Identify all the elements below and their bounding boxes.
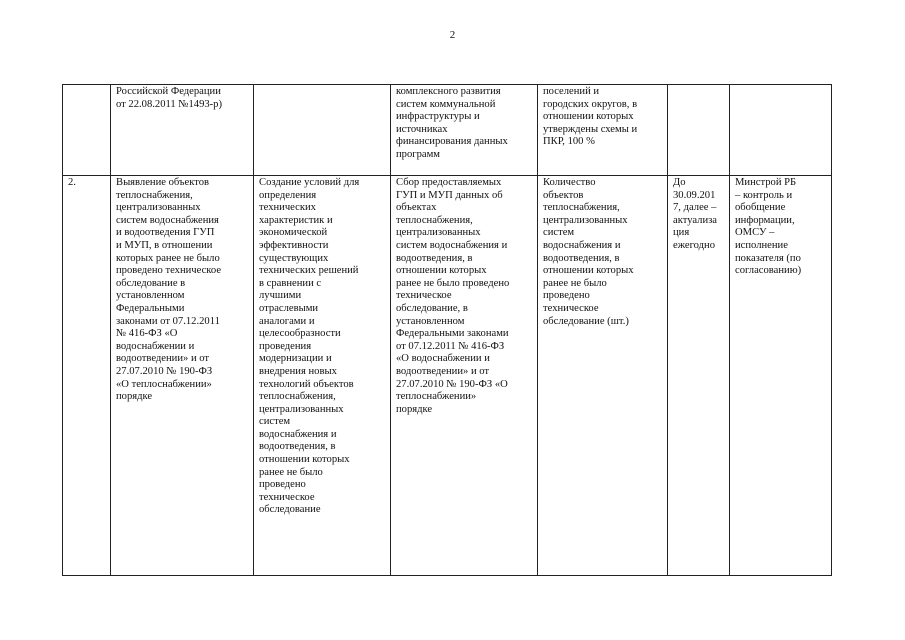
page-number: 2	[449, 29, 456, 41]
indicator-cell: Количество объектов теплоснабжения, централизованных систем водоснабжения и водоотведения, в отношении которых ранее не было проведено техническое обследование (шт.)	[538, 176, 668, 576]
indicator-cell: поселений и городских округов, в отношении которых утверждены схемы и ПКР, 100 %	[538, 85, 668, 176]
deadline-cell	[668, 85, 730, 176]
responsible-cell: Минстрой РБ – контроль и обобщение информации, ОМСУ – исполнение показателя (по согласованию)	[730, 176, 832, 576]
row-number-cell: 2.	[63, 176, 111, 576]
measure-cell: комплексного развития систем коммунальной инфраструктуры и источниках финансирования данных программ	[391, 85, 538, 176]
goal-cell: Создание условий для определения технических характеристик и экономической эффективности существующих технических решений в сравнении с лучшими отраслевыми аналогами и целесообразности проведения модернизации и внедрения новых технологий объектов теплоснабжения, централизованных систем водоснабжения и водоотведения, в отношении которых ранее не было проведено техническое обследование	[254, 176, 391, 576]
table-row	[63, 85, 832, 176]
activity-cell: Российской Федерации от 22.08.2011 №1493-р)	[111, 85, 254, 176]
table-row	[63, 176, 832, 576]
measure-cell: Сбор предоставляемых ГУП и МУП данных об объектах теплоснабжения, централизованных систем водоснабжения и водоотведения, в отношении которых ранее не было проведено техническое обследование, в установленном Федеральными законами от 07.12.2011 № 416-ФЗ «О водоснабжении и водоотведении» и от 27.07.2010 № 190-ФЗ «О теплоснабжении» порядке	[391, 176, 538, 576]
goal-cell	[254, 85, 391, 176]
row-number-cell	[63, 85, 111, 176]
measures-table	[62, 84, 832, 576]
deadline-cell: До 30.09.201 7, далее – актуализа ция ежегодно	[668, 176, 730, 576]
responsible-cell	[730, 85, 832, 176]
activity-cell: Выявление объектов теплоснабжения, централизованных систем водоснабжения и водоотведения ГУП и МУП, в отношении которых ранее не было проведено техническое обследование в установленном Федеральными законами от 07.12.2011 № 416-ФЗ «О водоснабжении и водоотведении» и от 27.07.2010 № 190-ФЗ «О теплоснабжении» порядке	[111, 176, 254, 576]
